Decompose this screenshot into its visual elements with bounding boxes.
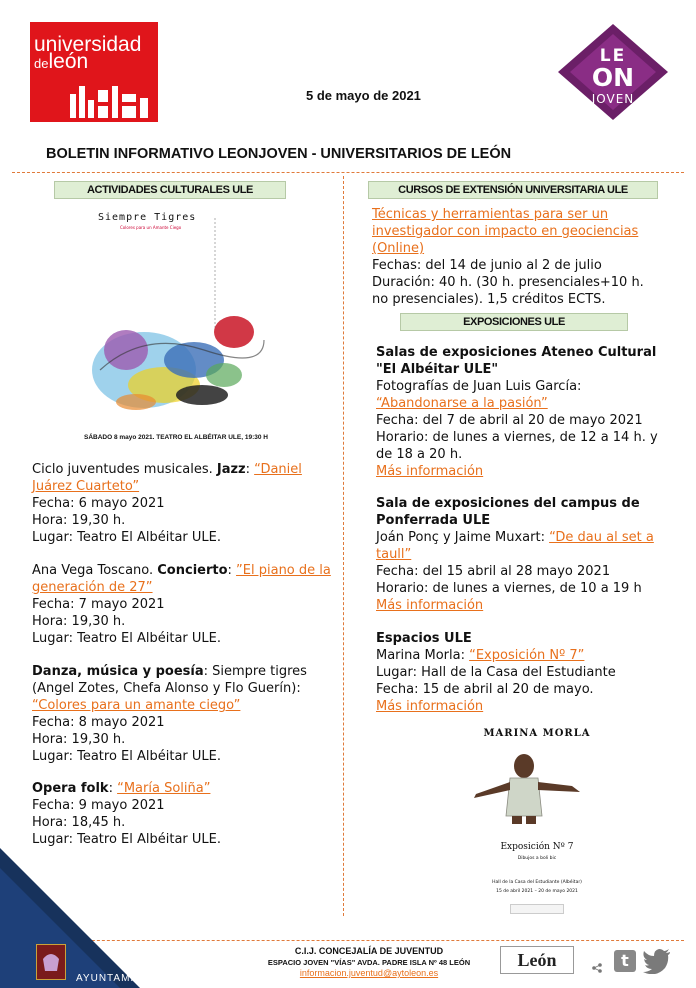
poster-subtitle: Colores para un Amante Ciego [120,225,182,230]
exhibition-link[interactable]: “Abandonarse a la pasión” [376,396,548,411]
exhibition-intro: Marina Morla: [376,648,470,663]
event-concert: Ana Vega Toscano. Concierto: ”El piano de la generación de 27” Fecha: 7 mayo 2021 Hora: 19,30 h. Lugar: Teatro El Albéitar ULE. [32,563,331,646]
bulletin-title: BOLETIN INFORMATIVO LEONJOVEN - UNIVERSITARIOS DE LEÓN [46,146,512,162]
exhibition-place: Lugar: Hall de la Casa del Estudiante [376,665,616,680]
bulletin-date: 5 de mayo de 2021 [306,88,421,103]
poster-artwork [84,210,268,430]
exhibition-link[interactable]: “Exposición Nº 7” [469,648,585,663]
leonjoven-logo [556,22,670,122]
event-kind: Concierto [157,563,228,578]
exhibition-intro: Fotografías de Juan Luis García: [376,379,582,394]
event-date: Fecha: 8 mayo 2021 [32,715,165,730]
exhibition-ponferrada [376,495,666,614]
siempre-tigres-poster [84,210,268,458]
twitter-icon[interactable] [642,948,672,974]
event-time: Hora: 19,30 h. [32,513,126,528]
event-date: Fecha: 9 mayo 2021 [32,798,165,813]
exhibition-date: Fecha: del 15 abril al 28 mayo 2021 [376,564,611,579]
university-logo-leon: león [48,50,89,73]
exhibition-espacios [376,630,666,715]
university-logo-text [34,33,142,73]
event-date: Fecha: 7 mayo 2021 [32,597,165,612]
city-name: AYUNTAMIENTO DE LEON [76,973,221,984]
exhibition-hours: Horario: de lunes a viernes, de 12 a 14 h. y de 18 a 20 h. [376,430,658,462]
leon-city-logo: León [500,946,574,974]
course-link[interactable]: Técnicas y herramientas para ser un investigador con impacto en geociencias (Online) [372,207,639,256]
event-link[interactable]: “Colores para un amante ciego” [32,698,241,713]
poster-title: Siempre Tigres [98,212,197,223]
event-intro: Ciclo juventudes musicales. [32,462,217,477]
exhibition-heading: Sala de exposiciones del campus de Ponferrada ULE [376,496,640,528]
event-opera: Opera folk: “María Soliña” Fecha: 9 mayo 2021 Hora: 18,45 h. Lugar: Teatro El Albéitar ULE. [32,780,332,848]
exhibition-heading: Salas de exposiciones Ateneo Cultural "El Albéitar ULE" [376,345,657,377]
event-extra: : Siempre tigres (Angel Zotes, Chefa Alonso y Flo Guerín): [32,664,307,696]
exhibition-intro: Joán Ponç y Jaime Muxart: [376,530,550,545]
course-block [372,206,662,308]
event-intro: Ana Vega Toscano. [32,563,158,578]
university-logo-line1: universidad [34,33,142,56]
exhibition-heading: Espacios ULE [376,631,472,646]
event-place: Lugar: Teatro El Albéitar ULE. [32,832,222,847]
exhibition-hours: Horario: de lunes a viernes, de 10 a 19 h [376,581,642,596]
share-icon[interactable] [592,958,602,968]
marina-morla-poster [452,728,622,918]
badge-cultural-activities: ACTIVIDADES CULTURALES ULE [54,181,286,199]
event-dance [32,663,332,765]
badge-courses: CURSOS DE EXTENSIÓN UNIVERSITARIA ULE [368,181,658,199]
event-date: Fecha: 6 mayo 2021 [32,496,165,511]
poster-artist: MARINA MORLA [483,728,591,739]
footer-contact [244,946,494,979]
more-info-link[interactable]: Más información [376,464,484,479]
event-kind: Opera folk [32,781,109,796]
leonjoven-logo-line1: LE [599,46,627,66]
exhibition-link[interactable]: “De dau al set a taull” [376,530,654,562]
universidad-leon-logo [30,22,158,122]
event-link[interactable]: “Daniel Juárez Cuarteto” [32,462,302,494]
footer-line2: ESPACIO JOVEN "VÍAS" AVDA. PADRE ISLA Nº 48 LEÓN [267,958,471,967]
event-place: Lugar: Teatro El Albéitar ULE. [32,749,222,764]
footer-email-link[interactable]: informacion.juventud@aytoleon.es [299,968,439,978]
badge-exhibitions: EXPOSICIONES ULE [400,313,628,331]
poster-footer: SÁBADO 8 mayo 2021. TEATRO EL ALBÉITAR ULE, 19:30 H [84,434,268,441]
poster-child-drawing [452,746,622,826]
exhibition-date: Fecha: 15 de abril al 20 de mayo. [376,682,594,697]
event-time: Hora: 19,30 h. [32,732,126,747]
tumblr-icon[interactable]: t [614,950,636,972]
event-jazz: Ciclo juventudes musicales. Jazz: “Daniel Juárez Cuarteto” Fecha: 6 mayo 2021 Hora: 19,30 h. Lugar: Teatro El Albéitar ULE. [32,461,332,546]
footer-line1: C.I.J. CONCEJALÍA DE JUVENTUD [294,946,444,956]
course-duration: Duración: 40 h. (30 h. presenciales+10 h. no presenciales). 1,5 créditos ECTS. [372,275,644,307]
poster-subtitle: Dibujos a boli bic [517,856,557,861]
poster-sponsor-logos [510,904,564,914]
poster-place: Hall de la Casa del Estudiante (Albéitar) [492,880,582,885]
exhibition-ateneo [376,344,666,480]
event-place: Lugar: Teatro El Albéitar ULE. [32,530,222,545]
logo-blocks-icon [70,86,152,118]
footer-corner-decoration [0,848,140,988]
event-time: Hora: 18,45 h. [32,815,126,830]
event-link[interactable]: “María Soliña” [117,781,211,796]
course-dates: Fechas: del 14 de junio al 2 de julio [372,258,602,273]
university-logo-de: de [34,56,49,71]
leonjoven-logo-line2: ON [591,63,635,92]
column-divider [343,176,344,916]
exhibition-date: Fecha: del 7 de abril al 20 de mayo 2021 [376,413,643,428]
event-time: Hora: 19,30 h. [32,614,126,629]
event-kind: Jazz [216,462,246,477]
leonjoven-logo-line3: JOVEN [591,92,635,106]
event-link[interactable]: ”El piano de la generación de 27” [32,563,331,595]
event-kind: Danza, música y poesía [32,664,204,679]
more-info-link[interactable]: Más información [376,598,484,613]
poster-dates: 15 de abril 2021 – 20 de mayo 2021 [496,889,578,894]
poster-title: Exposición Nº 7 [500,842,574,852]
city-shield-icon [36,944,66,980]
header-divider [12,172,684,173]
more-info-link[interactable]: Más información [376,699,484,714]
event-place: Lugar: Teatro El Albéitar ULE. [32,631,222,646]
